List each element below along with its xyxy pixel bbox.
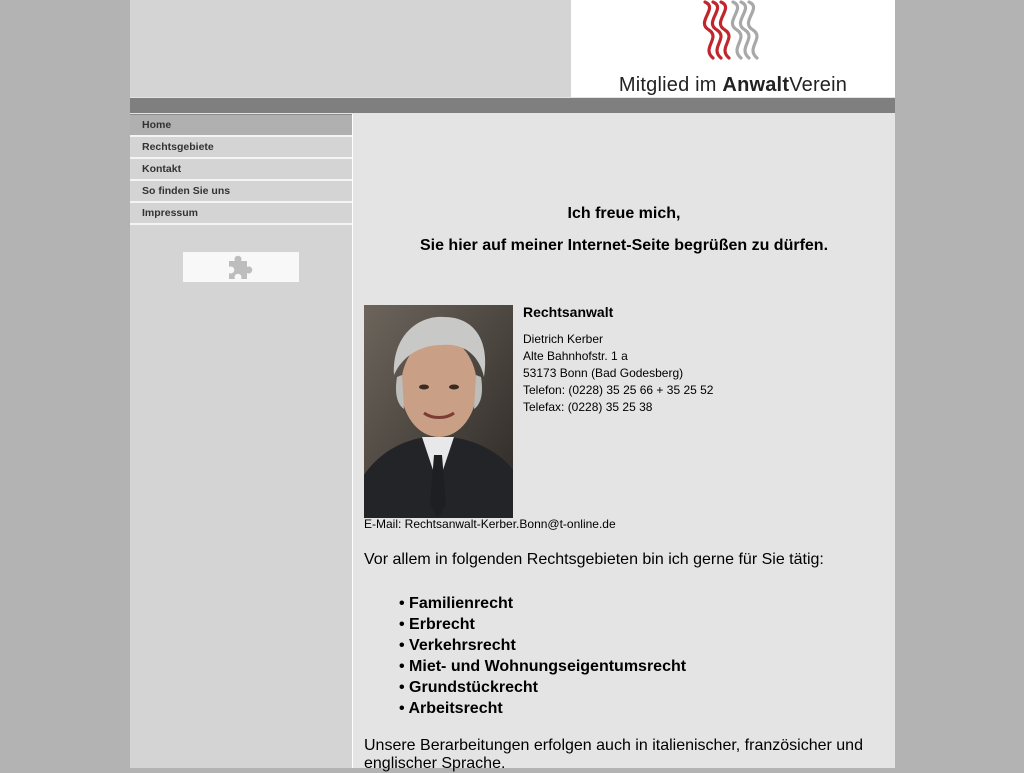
practice-areas-intro: Vor allem in folgenden Rechtsgebieten bin ich gerne für Sie tätig: bbox=[364, 551, 824, 568]
address-city: 53173 Bonn (Bad Godesberg) bbox=[523, 366, 684, 380]
list-item: • Arbeitsrecht bbox=[399, 698, 686, 719]
page bbox=[130, 0, 895, 772]
anwaltverein-logo-text: Mitglied im AnwaltVerein bbox=[618, 74, 848, 96]
nav-item-so-finden-sie-uns[interactable]: So finden Sie uns bbox=[130, 181, 352, 203]
header-divider-bar bbox=[130, 98, 895, 113]
languages-note: Unsere Berarbeitungen erfolgen auch in italienischer, französicher und englischer Sprache. bbox=[364, 737, 863, 772]
sidebar bbox=[130, 114, 353, 768]
greeting-line-2: Sie hier auf meiner Internet-Seite begrüßen zu dürfen. bbox=[419, 237, 829, 254]
nav-item-kontakt[interactable]: Kontakt bbox=[130, 159, 352, 181]
missing-plugin-placeholder[interactable] bbox=[183, 252, 299, 282]
lawyer-portrait-photo bbox=[364, 305, 513, 518]
greeting-line-1: Ich freue mich, bbox=[567, 205, 681, 222]
fax-number: Telefax: (0228) 35 25 38 bbox=[523, 400, 653, 414]
lawyer-name: Dietrich Kerber bbox=[523, 332, 604, 346]
nav-item-rechtsgebiete[interactable]: Rechtsgebiete bbox=[130, 137, 352, 159]
nav-item-impressum[interactable]: Impressum bbox=[130, 203, 352, 225]
header bbox=[130, 0, 895, 97]
practice-areas-list bbox=[399, 593, 686, 719]
email-address: E-Mail: Rechtsanwalt-Kerber.Bonn@t-online.de bbox=[364, 517, 616, 531]
puzzle-icon bbox=[226, 253, 256, 281]
list-item: • Erbrecht bbox=[399, 614, 686, 635]
anwaltverein-wave-icon bbox=[699, 0, 769, 64]
contact-card bbox=[523, 304, 713, 416]
anwaltverein-logo bbox=[571, 0, 895, 97]
list-item: • Verkehrsrecht bbox=[399, 635, 686, 656]
card-title: Rechtsanwalt bbox=[523, 304, 614, 320]
phone-number: Telefon: (0228) 35 25 66 + 35 25 52 bbox=[523, 383, 714, 397]
nav-item-home[interactable]: Home bbox=[130, 114, 352, 137]
list-item: • Grundstückrecht bbox=[399, 677, 686, 698]
address-street: Alte Bahnhofstr. 1 a bbox=[523, 349, 628, 363]
list-item: • Miet- und Wohnungseigentumsrecht bbox=[399, 656, 686, 677]
list-item: • Familienrecht bbox=[399, 593, 686, 614]
